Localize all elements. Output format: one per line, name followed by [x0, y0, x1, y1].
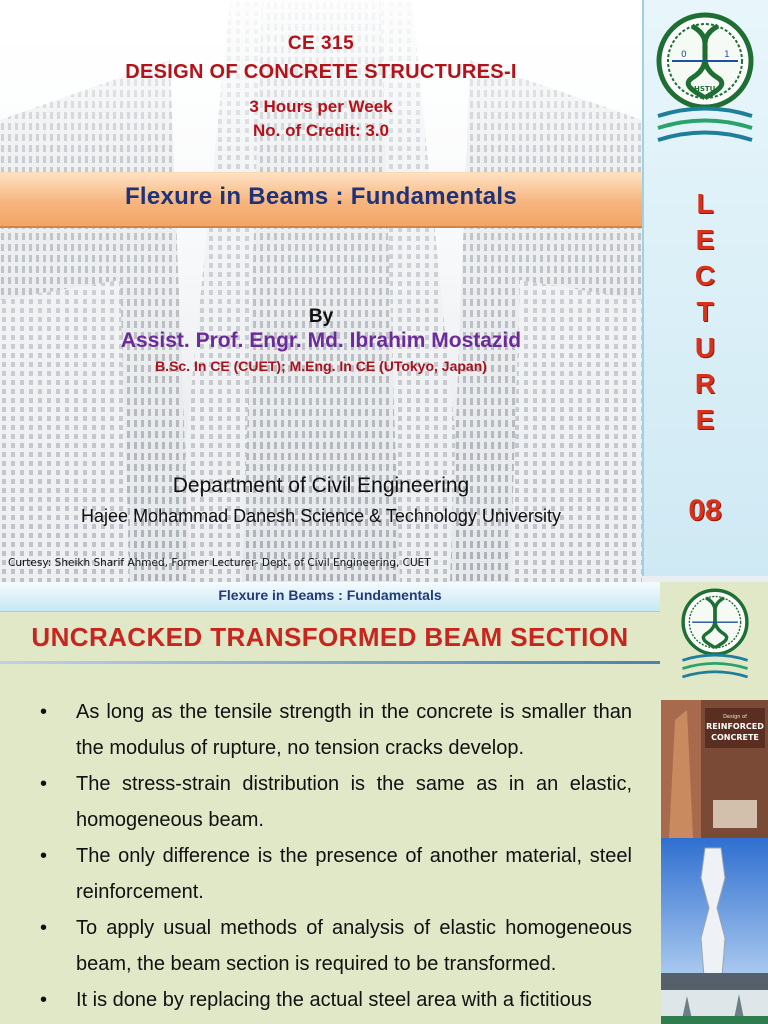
slide-title: UNCRACKED TRANSFORMED BEAM SECTION	[31, 622, 629, 652]
course-hours: 3 Hours per Week	[249, 97, 393, 116]
bullet-list	[40, 694, 632, 1018]
title-divider	[0, 661, 660, 664]
twisting-tower-image	[661, 838, 768, 990]
svg-text:REINFORCED: REINFORCED	[706, 722, 764, 731]
bullet-item: • The only difference is the presence of another material, steel reinforcement.	[40, 845, 632, 903]
lecture-number: 08	[688, 494, 722, 527]
petronas-towers-image	[661, 990, 768, 1024]
bullet-item: • To apply usual methods of analysis of elastic homogeneous beam, the beam section is required to be transformed.	[40, 917, 632, 975]
course-title: DESIGN OF CONCRETE STRUCTURES-I	[125, 61, 517, 83]
lecture-letter: L	[696, 188, 714, 219]
content-slide	[0, 582, 768, 1024]
course-code: CE 315	[287, 33, 355, 54]
university-seal-icon	[676, 584, 754, 688]
seal-text: HSTU	[694, 85, 716, 93]
by-label: By	[308, 306, 334, 327]
author-name: Assist. Prof. Engr. Md. Ibrahim Mostazid	[120, 329, 522, 352]
lecture-letter: T	[696, 296, 714, 327]
lecture-vertical-label	[642, 186, 768, 438]
book-cover-image	[661, 700, 768, 838]
slide-header: Flexure in Beams : Fundamentals	[218, 587, 442, 603]
topic-title: Flexure in Beams : Fundamentals	[124, 183, 518, 210]
bullet-text: The only difference is the presence of another material, steel reinforcement.	[76, 845, 632, 903]
svg-text:CONCRETE: CONCRETE	[711, 733, 759, 742]
bullet-item: • The stress-strain distribution is the same as in an elastic, homogeneous beam.	[40, 773, 632, 831]
bullet-item: • As long as the tensile strength in the concrete is smaller than the modulus of rupture, no tension cracks develop.	[40, 701, 632, 759]
lecture-letter: R	[694, 368, 716, 399]
course-credits: No. of Credit: 3.0	[252, 121, 389, 140]
svg-text:1: 1	[724, 50, 730, 60]
author-degrees: B.Sc. In CE (CUET); M.Eng. In CE (UTokyo, Japan)	[155, 358, 487, 374]
lecture-letter: E	[695, 404, 715, 435]
lecture-letter: C	[694, 260, 716, 291]
lecture-letter: U	[694, 332, 716, 363]
bullet-text: The stress-strain distribution is the same as in an elastic, homogeneous beam.	[76, 773, 632, 831]
university-seal-icon	[650, 6, 760, 156]
bullet-item: • It is done by replacing the actual steel area with a fictitious	[40, 989, 592, 1011]
svg-text:Design of: Design of	[723, 714, 747, 720]
lecture-letter: E	[695, 224, 715, 255]
university-name: Hajee Mohammad Danesh Science & Technology University	[81, 506, 561, 526]
bullet-text: To apply usual methods of analysis of elastic homogeneous beam, the beam section is required to be transformed.	[76, 917, 632, 975]
bullet-text: It is done by replacing the actual steel area with a fictitious	[76, 989, 592, 1011]
svg-text:0: 0	[681, 50, 687, 60]
courtesy-note: Curtesy: Sheikh Sharif Ahmed, Former Lecturer- Dept. of Civil Engineering, CUET	[8, 557, 431, 569]
bullet-text: As long as the tensile strength in the concrete is smaller than the modulus of rupture, no tension cracks develop.	[76, 701, 632, 759]
department-name: Department of Civil Engineering	[172, 474, 470, 497]
